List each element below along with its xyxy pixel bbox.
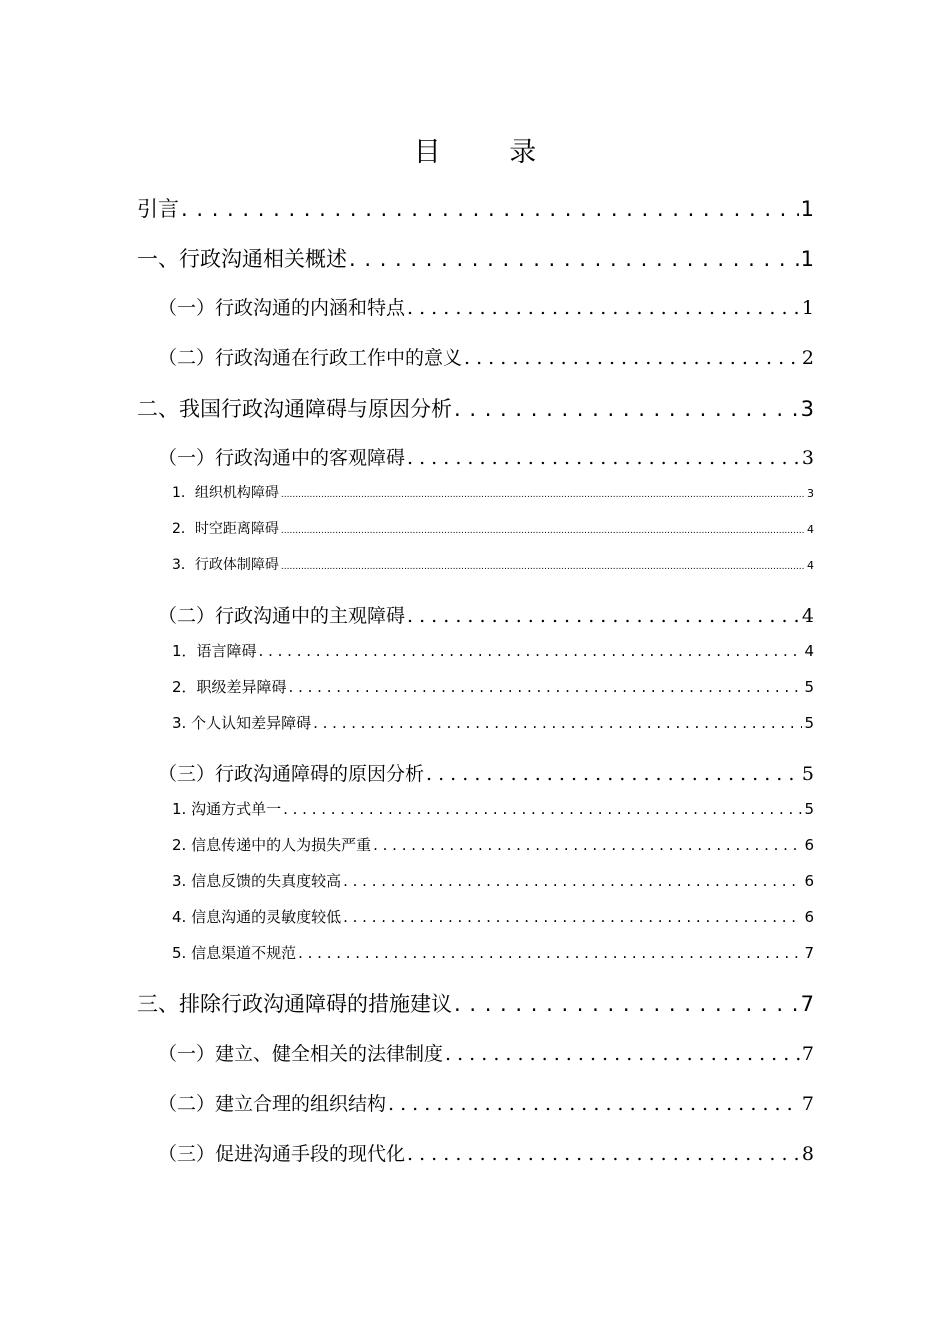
toc-entry-page: 6 [804,908,814,926]
dot-leader [281,521,805,537]
toc-entry-label: 三、排除行政沟通障碍的措施建议 [137,992,452,1016]
toc-entry-page: 7 [800,992,814,1016]
dot-leader [298,944,802,962]
toc-entry[interactable] [158,601,814,628]
toc-entry-page: 5 [804,714,814,732]
toc-title: 目 录 [413,137,567,168]
dot-leader [281,557,805,573]
toc-entry[interactable] [158,443,814,470]
toc-entry[interactable] [172,870,814,891]
toc-entry[interactable] [172,834,814,855]
dot-leader [181,197,799,221]
toc-entry-label: 3. 信息反馈的失真度较高 [172,872,342,890]
toc-entry[interactable] [158,1039,814,1066]
dot-leader [454,992,799,1016]
toc-entry-label: （三）行政沟通障碍的原因分析 [158,763,425,785]
dot-leader [407,297,800,319]
dot-leader [454,397,799,421]
toc-entry[interactable] [158,1139,814,1166]
toc-entry-page: 2 [801,347,814,369]
toc-entry-label: （一）建立、健全相关的法律制度 [158,1043,444,1065]
toc-entry-page: 3 [800,397,814,421]
toc-entry[interactable] [158,1089,814,1116]
toc-entry-label: 引言 [137,197,179,221]
toc-entry-label: 3. 个人认知差异障碍 [172,714,312,732]
toc-entry-page: 3 [807,487,814,500]
toc-entry[interactable] [137,393,814,423]
toc-entry-page: 4 [807,559,814,572]
dot-leader [407,447,800,469]
toc-entry[interactable] [172,942,814,963]
toc-entry[interactable] [172,518,814,538]
toc-entry[interactable] [172,554,814,574]
toc-entry-page: 7 [804,944,814,962]
toc-entry[interactable] [137,988,814,1018]
dot-leader [289,678,803,696]
toc-entry-page: 6 [804,872,814,890]
dot-leader [313,714,802,732]
dot-leader [343,872,802,890]
dot-leader [349,247,799,271]
toc-entry[interactable] [172,640,814,661]
toc-entry-label: 1．组织机构障碍 [172,485,279,501]
toc-entry[interactable] [172,712,814,733]
toc-entry[interactable] [172,482,814,502]
toc-entry-label: 4. 信息沟通的灵敏度较低 [172,908,342,926]
toc-entry[interactable] [172,906,814,927]
toc-entry-label: （三）促进沟通手段的现代化 [158,1143,406,1165]
toc-entry-page: 3 [801,447,814,469]
toc-entry-label: 1．语言障碍 [172,642,257,660]
dot-leader [464,347,800,369]
toc-entry-page: 7 [801,1043,814,1065]
toc-entry-label: 5. 信息渠道不规范 [172,944,297,962]
dot-leader [407,605,800,627]
toc-entry-page: 7 [801,1093,814,1115]
toc-entry[interactable] [137,193,814,223]
toc-entry[interactable] [158,343,814,370]
toc-entry-page: 5 [801,763,814,785]
toc-entry-label: （二）建立合理的组织结构 [158,1093,387,1115]
toc-entry[interactable] [172,798,814,819]
toc-entry-label: 1. 沟通方式单一 [172,800,282,818]
toc-entry-page: 6 [804,836,814,854]
toc-entry-page: 1 [800,197,814,221]
dot-leader [259,642,803,660]
toc-entry-label: 3．行政体制障碍 [172,557,279,573]
toc-entry-page: 5 [804,800,814,818]
dot-leader [388,1093,800,1115]
toc-entry-label: 2．时空距离障碍 [172,521,279,537]
dot-leader [407,1143,800,1165]
toc-entry-label: 二、我国行政沟通障碍与原因分析 [137,397,452,421]
toc-entry-label: （一）行政沟通中的客观障碍 [158,447,406,469]
dot-leader [281,485,805,501]
toc-entry-page: 4 [807,523,814,536]
dot-leader [373,836,802,854]
toc-entry-page: 8 [801,1143,814,1165]
toc-entry[interactable] [158,759,814,786]
dot-leader [343,908,802,926]
toc-entry-page: 4 [804,642,814,660]
dot-leader [283,800,802,818]
dot-leader [426,763,800,785]
toc-entry-page: 1 [800,247,814,271]
toc-entry[interactable] [172,676,814,697]
toc-entry-label: （二）行政沟通在行政工作中的意义 [158,347,463,369]
dot-leader [445,1043,800,1065]
toc-entry[interactable] [137,243,814,273]
toc-entry-label: 2．职级差异障碍 [172,678,287,696]
toc-entry[interactable] [158,293,814,320]
toc-entry-page: 5 [804,678,814,696]
toc-entry-label: （二）行政沟通中的主观障碍 [158,605,406,627]
toc-entry-label: （一）行政沟通的内涵和特点 [158,297,406,319]
toc-entry-label: 2. 信息传递中的人为损失严重 [172,836,372,854]
toc-entry-page: 4 [801,605,814,627]
toc-entry-page: 1 [801,297,814,319]
toc-entry-label: 一、行政沟通相关概述 [137,247,347,271]
